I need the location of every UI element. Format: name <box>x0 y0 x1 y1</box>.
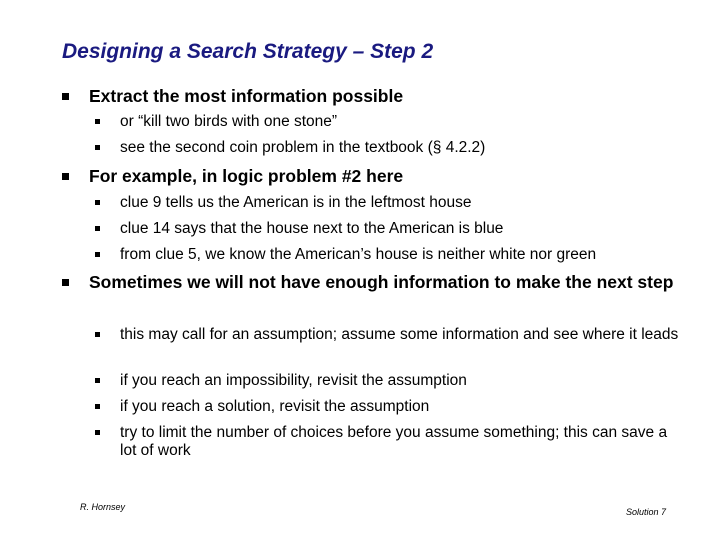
square-bullet-icon <box>95 430 100 435</box>
sub-bullet-text: clue 9 tells us the American is in the leftmost house <box>120 194 472 211</box>
square-bullet-icon <box>95 200 100 205</box>
sub-bullet-text: try to limit the number of choices before you assume something; this can save a lot of work <box>120 424 668 459</box>
sub-bullet-text: see the second coin problem in the textbook (§ 4.2.2) <box>120 139 486 156</box>
square-bullet-icon <box>95 145 100 150</box>
sub-bullet-text: clue 14 says that the house next to the American is blue <box>120 220 504 237</box>
square-bullet-icon <box>95 226 100 231</box>
bullet-point-text: Extract the most information possible <box>89 86 404 106</box>
bullet-point-text: For example, in logic problem #2 here <box>89 166 404 186</box>
square-bullet-icon <box>95 119 100 124</box>
square-bullet-icon <box>62 173 69 180</box>
sub-bullet-text: this may call for an assumption; assume some information and see where it leads <box>120 326 679 343</box>
square-bullet-icon <box>95 252 100 257</box>
square-bullet-icon <box>62 93 69 100</box>
slide-title: Designing a Search Strategy – Step 2 <box>62 40 434 63</box>
square-bullet-icon <box>95 404 100 409</box>
footer-page-label: Solution 7 <box>626 507 667 517</box>
sub-bullet-text: from clue 5, we know the American’s house is neither white nor green <box>120 246 597 263</box>
bullet-point-text: Sometimes we will not have enough information to make the next step <box>89 272 674 292</box>
square-bullet-icon <box>95 378 100 383</box>
footer-author: R. Hornsey <box>80 502 126 512</box>
square-bullet-icon <box>95 332 100 337</box>
sub-bullet-text: if you reach an impossibility, revisit the assumption <box>120 372 467 389</box>
sub-bullet-text: if you reach a solution, revisit the assumption <box>120 398 430 415</box>
sub-bullet-text: or “kill two birds with one stone” <box>120 113 338 130</box>
square-bullet-icon <box>62 279 69 286</box>
